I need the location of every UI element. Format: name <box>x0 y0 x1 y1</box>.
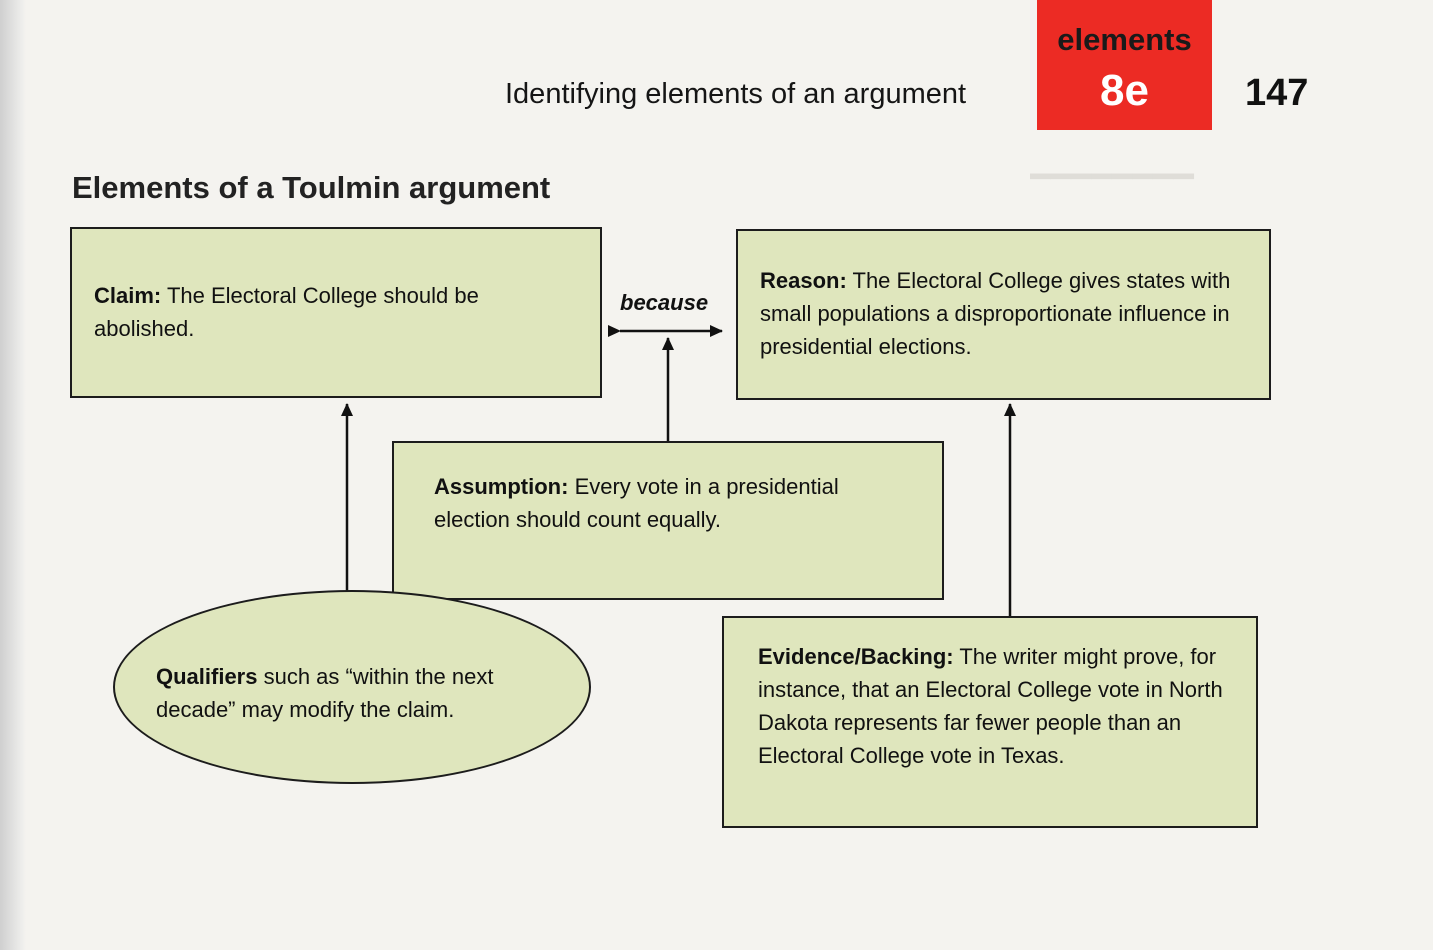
evidence-text: The writer might prove, for instance, that an Electoral College vote in North Dakota represents far fewer people than an Electoral College vote in Texas. <box>758 644 1223 768</box>
because-connector: because <box>620 290 709 315</box>
reason-label: Reason: <box>760 268 847 293</box>
claim-label: Claim: <box>94 283 162 308</box>
section-tab-word: elements <box>1057 22 1192 57</box>
assumption-text: Every vote in a presidential election should count equally. <box>434 474 839 532</box>
page-number: 147 <box>1245 72 1309 114</box>
claim-text: The Electoral College should be abolished. <box>94 283 479 341</box>
evidence-box <box>722 616 1258 828</box>
reason-box <box>736 229 1271 400</box>
evidence-label: Evidence/Backing: <box>758 644 954 669</box>
reason-text: The Electoral College gives states with small populations a disproportionate influence in presidential elections. <box>760 268 1231 359</box>
claim-box <box>70 227 602 398</box>
section-tab-code: 8e <box>1100 66 1149 115</box>
assumption-label: Assumption: <box>434 474 569 499</box>
qualifiers-text-block <box>156 660 576 726</box>
running-head: Identifying elements of an argument <box>505 78 967 110</box>
show-through-text: ━━━━━━━━ <box>1030 159 1194 196</box>
diagram-title: Elements of a Toulmin argument <box>72 170 551 205</box>
qualifiers-label: Qualifiers <box>156 664 258 689</box>
qualifiers-text: such as “within the next decade” may modify the claim. <box>156 664 494 722</box>
assumption-box <box>392 441 944 600</box>
